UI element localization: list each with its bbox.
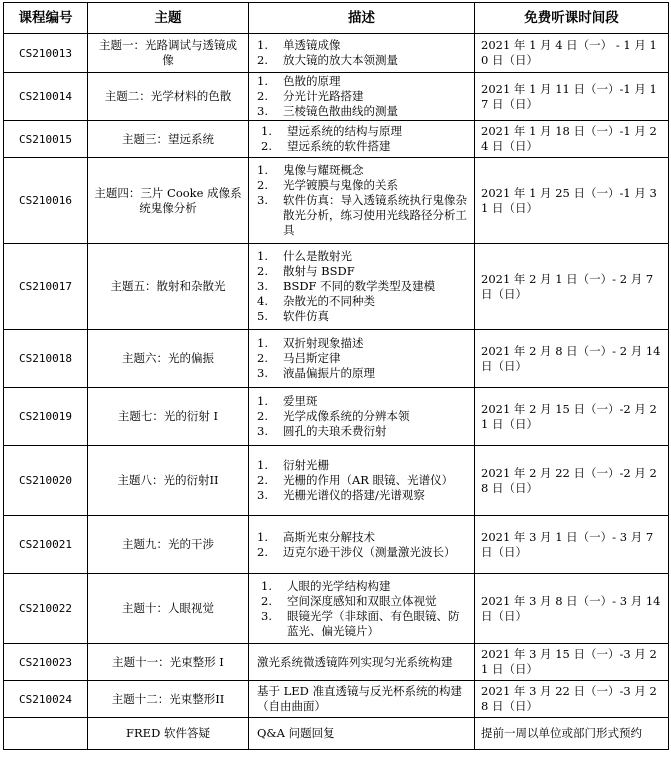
item-number: 2. (257, 178, 268, 192)
description-item (257, 488, 470, 503)
course-topic: FRED 软件答疑 (88, 718, 249, 750)
item-number: 1. (257, 74, 268, 88)
item-text: 迈克尔逊干涉仪（测量激光波长） (283, 544, 456, 559)
course-code: CS210013 (4, 34, 88, 73)
item-number: 1. (257, 458, 268, 472)
description-item (257, 309, 470, 324)
description-item (261, 124, 470, 139)
item-text: 双折射现象描述 (283, 336, 364, 350)
item-text: 三棱镜色散曲线的测量 (283, 104, 398, 118)
item-number: 4. (257, 294, 268, 308)
header-time: 免费听课时间段 (475, 3, 669, 34)
table-row (4, 158, 669, 244)
description-item (257, 530, 470, 545)
description-item (257, 458, 470, 473)
table-row (4, 244, 669, 330)
table-row (4, 34, 669, 73)
item-text: 光学成像系统的分辨本领 (283, 409, 410, 423)
item-number: 1. (261, 124, 272, 138)
item-number: 2. (257, 89, 268, 103)
course-topic: 主题四：三片 Cooke 成像系统鬼像分析 (88, 158, 249, 244)
header-row (4, 3, 669, 34)
course-code: CS210023 (4, 644, 88, 681)
item-number: 2. (257, 409, 268, 423)
description-item (261, 579, 470, 594)
item-text: 分光计光路搭建 (283, 89, 364, 103)
course-time: 2021 年 1 月 4 日（一） - 1 月 10 日（日） (475, 34, 669, 73)
description-item (257, 104, 470, 119)
course-description: 基于 LED 准直透镜与反光杯系统的构建（自由曲面） (249, 681, 475, 718)
description-item (257, 351, 470, 366)
table-row (4, 516, 669, 574)
item-text: 软件仿真：导入透镜系统执行鬼像杂散光分析，练习使用光线路径分析工具 (283, 193, 467, 237)
course-time: 提前一周以单位或部门形式预约 (475, 718, 669, 750)
item-number: 3. (257, 193, 268, 207)
description-item (257, 264, 470, 279)
course-code: CS210018 (4, 330, 88, 388)
item-text: 杂散光的不同种类 (283, 294, 375, 308)
item-number: 2. (261, 139, 272, 153)
course-description (249, 121, 475, 158)
item-number: 1. (261, 578, 272, 593)
description-item (257, 294, 470, 309)
course-topic: 主题六：光的偏振 (88, 330, 249, 388)
course-code: CS210015 (4, 121, 88, 158)
item-number: 2. (257, 264, 268, 278)
item-number: 1. (257, 38, 268, 52)
course-time: 2021 年 3 月 15 日（一）-3 月 21 日（日） (475, 644, 669, 681)
course-time: 2021 年 2 月 15 日（一）-2 月 21 日（日） (475, 388, 669, 446)
item-number: 1. (257, 529, 268, 544)
description-item (257, 409, 470, 424)
description-item (257, 193, 470, 238)
description-item (261, 594, 470, 609)
course-description: 激光系统微透镜阵列实现匀光系统构建 (249, 644, 475, 681)
item-text: 放大镜的放大本领测量 (283, 53, 398, 67)
item-text: BSDF 不同的数学类型及建模 (283, 279, 436, 293)
description-item (257, 53, 470, 68)
course-time: 2021 年 3 月 8 日（一）- 3 月 14 日（日） (475, 574, 669, 644)
course-code: CS210017 (4, 244, 88, 330)
item-text: 爱里斑 (283, 394, 318, 408)
table-row (4, 330, 669, 388)
item-text: 软件仿真 (283, 309, 329, 323)
table-row (4, 121, 669, 158)
description-item (257, 394, 470, 409)
item-text: 望远系统的结构与原理 (287, 124, 402, 138)
course-topic: 主题一：光路调试与透镜成像 (88, 34, 249, 73)
description-item (257, 279, 470, 294)
item-text: 光学镀膜与鬼像的关系 (283, 178, 398, 192)
description-item (261, 609, 470, 639)
description-item (257, 473, 470, 488)
description-item (257, 545, 470, 560)
course-topic: 主题十一：光束整形 I (88, 644, 249, 681)
item-number: 2. (257, 53, 268, 67)
item-text: 什么是散射光 (283, 249, 352, 263)
course-time: 2021 年 2 月 8 日（一）- 2 月 14 日（日） (475, 330, 669, 388)
description-item (257, 249, 470, 264)
item-number: 3. (257, 366, 268, 380)
item-text: 人眼的光学结构构建 (287, 578, 391, 593)
item-text: 圆孔的夫琅禾费衍射 (283, 424, 387, 438)
course-description (249, 446, 475, 516)
course-description (249, 574, 475, 644)
description-item (261, 139, 470, 154)
course-time: 2021 年 1 月 11 日（一）-1 月 17 日（日） (475, 73, 669, 121)
item-text: 望远系统的软件搭建 (287, 139, 391, 153)
header-desc: 描述 (249, 3, 475, 34)
description-item (257, 366, 470, 381)
item-text: 光栅光谱仪的搭建/光谱观察 (283, 488, 425, 502)
item-number: 3. (257, 104, 268, 118)
course-time: 2021 年 2 月 1 日（一）- 2 月 7 日（日） (475, 244, 669, 330)
item-text: 光栅的作用（AR 眼镜、光谱仪） (283, 473, 454, 487)
course-description (249, 34, 475, 73)
table-row (4, 446, 669, 516)
course-description (249, 244, 475, 330)
table-row (4, 388, 669, 446)
course-code: CS210014 (4, 73, 88, 121)
item-text: 高斯光束分解技术 (283, 529, 375, 544)
description-item (257, 424, 470, 439)
item-text: 单透镜成像 (283, 38, 341, 52)
item-text: 鬼像与耀斑概念 (283, 163, 364, 177)
item-number: 3. (257, 488, 268, 502)
item-text: 液晶偏振片的原理 (283, 366, 375, 380)
table-row (4, 718, 669, 750)
item-number: 5. (257, 309, 268, 323)
course-code: CS210016 (4, 158, 88, 244)
course-description: Q&A 问题回复 (249, 718, 475, 750)
course-time: 2021 年 2 月 22 日（一）-2 月 28 日（日） (475, 446, 669, 516)
description-item (257, 38, 470, 53)
course-topic: 主题五：散射和杂散光 (88, 244, 249, 330)
course-description (249, 158, 475, 244)
description-item (257, 89, 470, 104)
table-row (4, 73, 669, 121)
course-code: CS210019 (4, 388, 88, 446)
course-code: CS210021 (4, 516, 88, 574)
course-schedule-table (3, 2, 669, 750)
item-number: 3. (257, 424, 268, 438)
item-text: 散射与 BSDF (283, 264, 355, 278)
course-topic: 主题十二：光束整形II (88, 681, 249, 718)
description-item (257, 163, 470, 178)
item-text: 色散的原理 (283, 74, 341, 88)
item-number: 1. (257, 394, 268, 408)
item-text: 空间深度感知和双眼立体视觉 (287, 593, 437, 608)
course-topic: 主题九：光的干涉 (88, 516, 249, 574)
header-topic: 主题 (88, 3, 249, 34)
course-topic: 主题二：光学材料的色散 (88, 73, 249, 121)
item-text: 眼镜光学（非球面、有色眼镜、防蓝光、偏光镜片） (287, 608, 460, 638)
table-row (4, 681, 669, 718)
item-number: 1. (257, 249, 268, 263)
course-topic: 主题八：光的衍射II (88, 446, 249, 516)
item-number: 2. (257, 544, 268, 559)
table-row (4, 574, 669, 644)
course-time: 2021 年 1 月 25 日（一）-1 月 31 日（日） (475, 158, 669, 244)
course-time: 2021 年 1 月 18 日（一）-1 月 24 日（日） (475, 121, 669, 158)
item-number: 2. (257, 473, 268, 487)
description-item (257, 178, 470, 193)
description-item (257, 336, 470, 351)
item-number: 2. (261, 593, 272, 608)
header-code: 课程编号 (4, 3, 88, 34)
course-description (249, 388, 475, 446)
item-number: 1. (257, 336, 268, 350)
course-topic: 主题七：光的衍射 I (88, 388, 249, 446)
description-item (257, 74, 470, 89)
course-description (249, 73, 475, 121)
item-number: 3. (261, 608, 272, 623)
course-code: CS210024 (4, 681, 88, 718)
item-number: 3. (257, 279, 268, 293)
course-time: 2021 年 3 月 22 日（一）-3 月 28 日（日） (475, 681, 669, 718)
course-topic: 主题十：人眼视觉 (88, 574, 249, 644)
table-row (4, 644, 669, 681)
course-code: CS210020 (4, 446, 88, 516)
item-number: 2. (257, 351, 268, 365)
course-topic: 主题三：望远系统 (88, 121, 249, 158)
course-code: CS210022 (4, 574, 88, 644)
course-code (4, 718, 88, 750)
item-number: 1. (257, 163, 268, 177)
course-description (249, 516, 475, 574)
item-text: 马吕斯定律 (283, 351, 341, 365)
course-description (249, 330, 475, 388)
item-text: 衍射光栅 (283, 458, 329, 472)
course-time: 2021 年 3 月 1 日（一）- 3 月 7 日（日） (475, 516, 669, 574)
